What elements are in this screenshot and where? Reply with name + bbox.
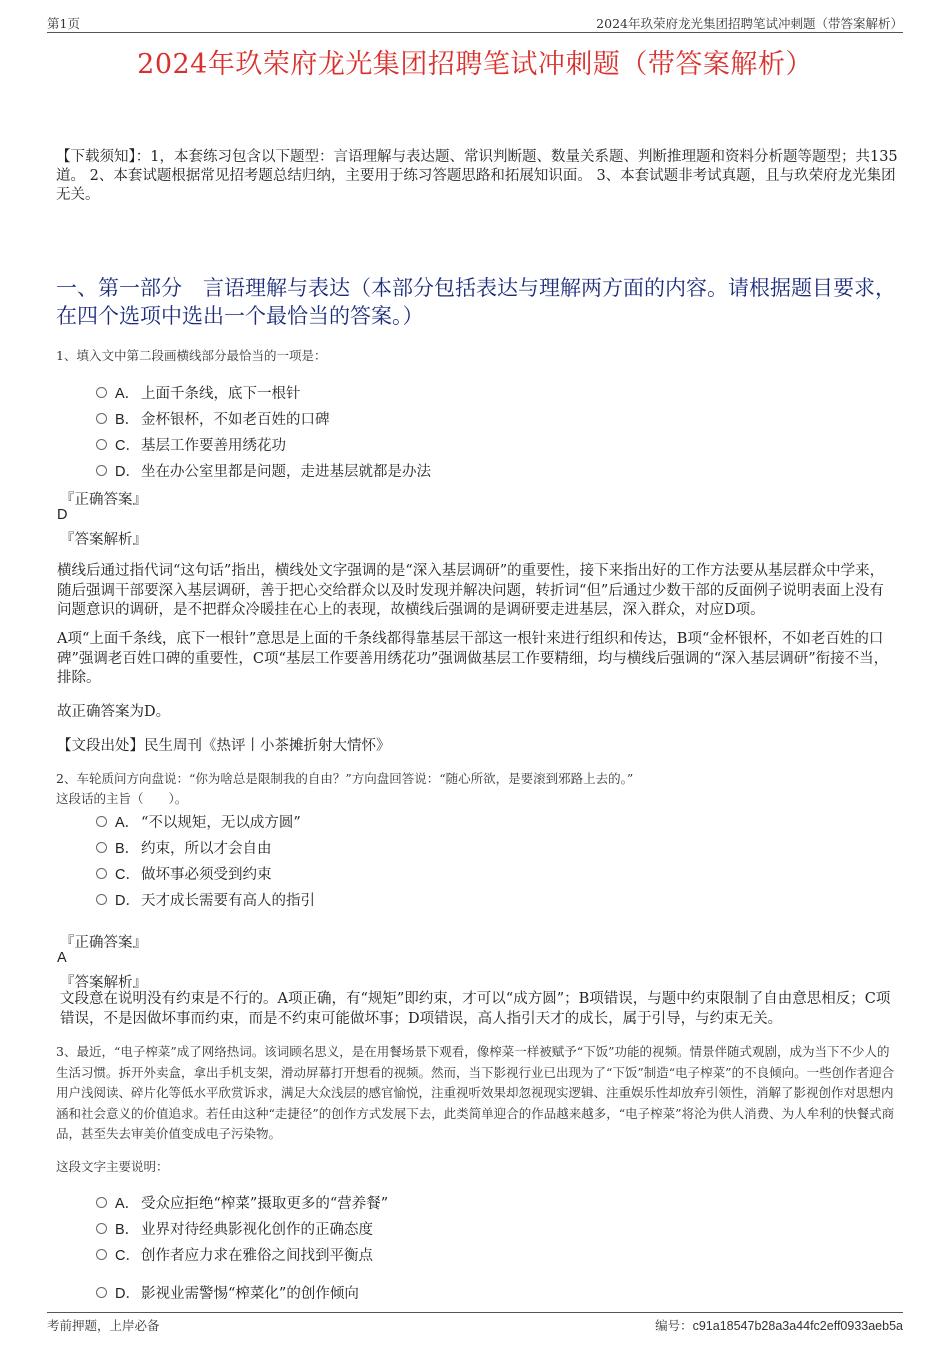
radio-icon[interactable] xyxy=(96,1287,107,1298)
question-2-text: 2、车轮质问方向盘说：“你为啥总是限制我的自由？”方向盘回答说：“随心所欲，是要滚到邪路上去的。” xyxy=(56,771,634,786)
radio-icon[interactable] xyxy=(96,1223,107,1234)
analysis-paragraph: 横线后通过指代词“这句话”指出，横线处文字强调的是“深入基层调研”的重要性，接下来指出好的工作方法要从基层群众中学来，随后强调干部要深入基层调研，善于把心交给群众以及时发现并解决问题，转折词“但”后通过少数干部的反面例子说明表面上没有问题意识的调研，是不把群众冷暖挂在心上的表现，故横线后强调的是调研要走进基层，深入群众，对应D项。 xyxy=(57,563,885,618)
page-number: 第1页 xyxy=(47,16,80,31)
option-d[interactable]: D． 天才成长需要有高人的指引 xyxy=(96,886,890,912)
page-footer xyxy=(47,1312,903,1333)
page-title: 2024年玖荣府龙光集团招聘笔试冲刺题（带答案解析） xyxy=(137,49,813,80)
question-2-prompt: 这段话的主旨（ ）。 xyxy=(56,791,188,806)
radio-icon[interactable] xyxy=(96,1249,107,1260)
footer-slogan: 考前押题，上岸必备 xyxy=(47,1318,160,1333)
option-c[interactable]: C． 做坏事必须受到约束 xyxy=(96,860,890,886)
analysis-paragraph: 文段意在说明没有约束是不行的。A项正确，有“规矩”即约束，才可以“成方圆”；B项错误，与题中约束限制了自由意思相反；C项错误，不是因做坏事而约束，而是不约束可能做坏事；D项错误，高人指引天才的成长，属于引导，与约束无关。 xyxy=(60,991,891,1027)
option-c[interactable]: C． 创作者应力求在雅俗之间找到平衡点 xyxy=(96,1241,890,1267)
radio-icon[interactable] xyxy=(96,816,107,827)
option-a[interactable]: A． 受众应拒绝“榨菜”摄取更多的“营养餐” xyxy=(96,1189,890,1215)
radio-icon[interactable] xyxy=(96,439,107,450)
header-doc-title: 2024年玖荣府龙光集团招聘笔试冲刺题（带答案解析） xyxy=(596,16,903,31)
question-3-prompt: 这段文字主要说明： xyxy=(56,1159,169,1174)
correct-answer-label: 『正确答案』 xyxy=(60,492,147,508)
analysis-label: 『答案解析』 xyxy=(60,532,147,548)
download-notice: 【下载须知】：1，本套练习包含以下题型：言语理解与表达题、常识判断题、数量关系题、判断推理题和资料分析题等题型；共135道。 2、本套试题根据常见招考题总结归纳，主要用于练习答题思路和拓展知识面。 3、本套试题非考试真题，且与玖荣府龙光集团无关。 xyxy=(56,149,898,203)
source-note: 【文段出处】民生周刊《热评丨小茶摊折射大情怀》 xyxy=(57,738,391,754)
radio-icon[interactable] xyxy=(96,413,107,424)
question-1-text: 1、填入文中第二段画横线部分最恰当的一项是： xyxy=(56,348,327,363)
question-1-options xyxy=(96,379,890,483)
radio-icon[interactable] xyxy=(96,465,107,476)
option-a[interactable]: A． 上面千条线，底下一根针 xyxy=(96,379,890,405)
option-d[interactable]: D． 坐在办公室里都是问题，走进基层就都是办法 xyxy=(96,457,890,483)
option-b[interactable]: B． 金杯银杯，不如老百姓的口碑 xyxy=(96,405,890,431)
correct-answer: A xyxy=(57,950,67,966)
radio-icon[interactable] xyxy=(96,387,107,398)
page-header xyxy=(47,12,903,33)
radio-icon[interactable] xyxy=(96,894,107,905)
footer-code-label: 编号： xyxy=(655,1318,693,1333)
correct-answer-label: 『正确答案』 xyxy=(60,935,147,951)
radio-icon[interactable] xyxy=(96,1197,107,1208)
option-b[interactable]: B． 约束，所以才会自由 xyxy=(96,834,890,860)
footer-code xyxy=(655,1316,903,1334)
option-a[interactable]: A． “不以规矩，无以成方圆” xyxy=(96,808,890,834)
correct-answer: D xyxy=(57,507,68,523)
option-d[interactable]: D． 影视业需警惕“榨菜化”的创作倾向 xyxy=(96,1279,890,1305)
footer-code-value: c91a18547b28a3a44fc2eff0933aeb5a xyxy=(692,1319,903,1333)
question-2-options xyxy=(96,808,890,912)
radio-icon[interactable] xyxy=(96,842,107,853)
section-heading: 一、第一部分 言语理解与表达（本部分包括表达与理解两方面的内容。请根据题目要求，在四个选项中选出一个最恰当的答案。） xyxy=(56,276,896,328)
question-3-options xyxy=(96,1189,890,1305)
analysis-label: 『答案解析』 xyxy=(60,975,147,991)
radio-icon[interactable] xyxy=(96,868,107,879)
analysis-conclusion: 故正确答案为D。 xyxy=(57,704,171,720)
analysis-paragraph: A项“上面千条线，底下一根针”意思是上面的千条线都得靠基层干部这一根针来进行组织和传达，B项“金杯银杯，不如老百姓的口碑”强调老百姓口碑的重要性，C项“基层工作要善用绣花功”强调做基层工作要精细，均与横线后强调的“深入基层调研”衔接不当，排除。 xyxy=(57,631,889,686)
question-3-text: 3、最近，“电子榨菜”成了网络热词。该词顾名思义，是在用餐场景下观看，像榨菜一样被赋予“下饭”功能的视频。情景伴随式观剧，成为当下不少人的生活习惯。拆开外卖盒，拿出手机支架，滑动屏幕打开想看的视频。然而，当下影视行业已出现为了“下饭”制造“电子榨菜”的不良倾向。一些创作者迎合用户浅阅读、碎片化等低水平欣赏诉求，满足大众浅层的感官愉悦，注重视听效果却忽视现实逻辑、注重娱乐性却放弃引领性，消解了影视创作对思想内涵和社会意义的价值追求。若任由这种“走捷径”的创作方式发展下去，此类简单迎合的作品越来越多，“电子榨菜”将沦为供人消费、为人牟利的快餐式商品，甚至失去审美价值变成电子污染物。 xyxy=(56,1044,895,1141)
option-b[interactable]: B． 业界对待经典影视化创作的正确态度 xyxy=(96,1215,890,1241)
option-c[interactable]: C． 基层工作要善用绣花功 xyxy=(96,431,890,457)
